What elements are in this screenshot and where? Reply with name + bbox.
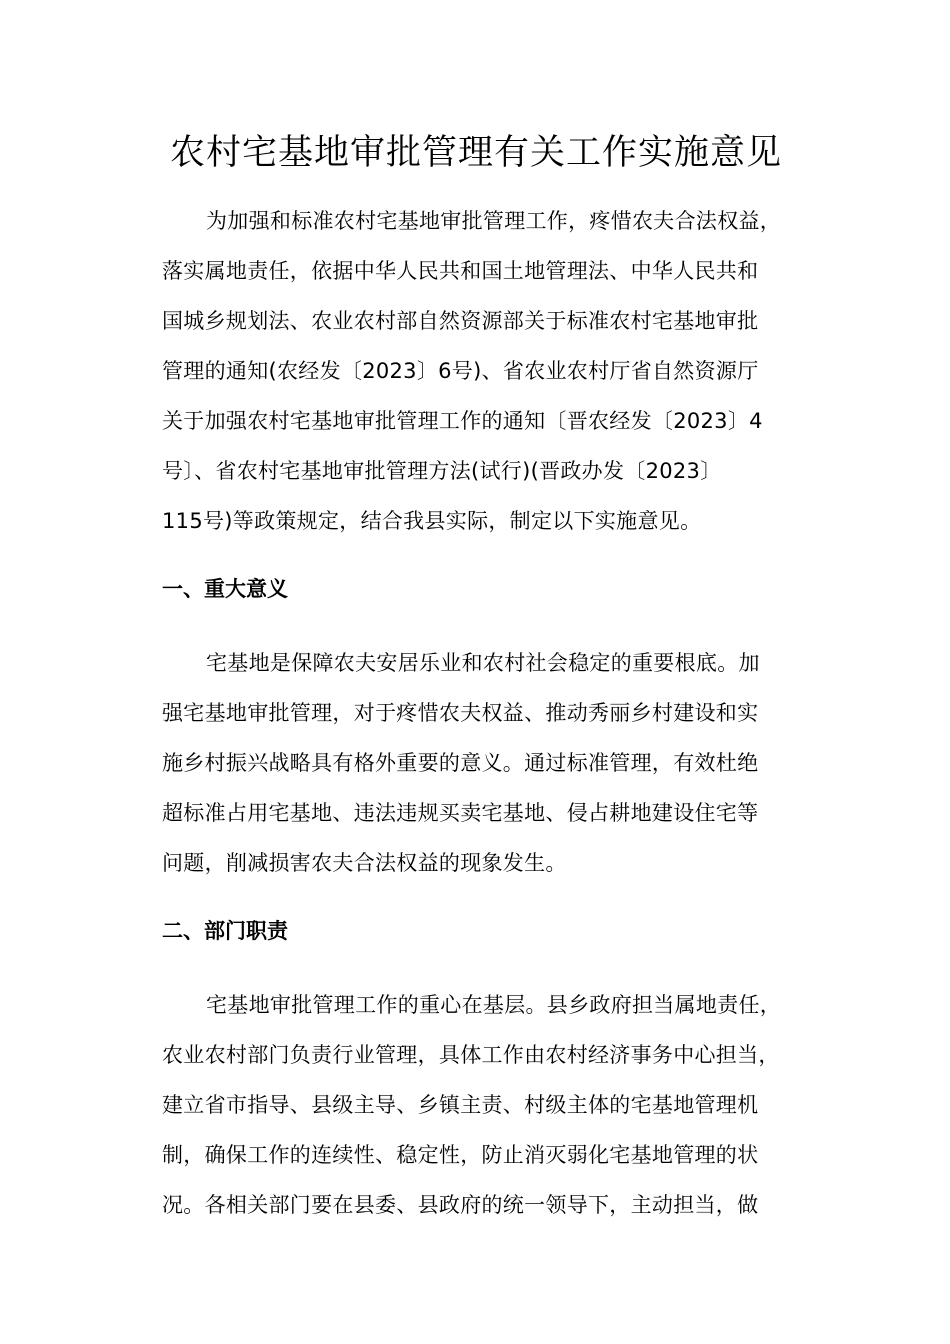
paragraph-line: 宅基地是保障农夫安居乐业和农村社会稳定的重要根底。加: [206, 651, 760, 675]
section-paragraph-significance: [162, 638, 800, 888]
paragraph-line: 国城乡规划法、农业农村部自然资源部关于标准农村宅基地审批: [162, 309, 759, 333]
paragraph-line: 况。各相关部门要在县委、县政府的统一领导下，主动担当，做: [162, 1193, 759, 1217]
intro-paragraph: [162, 196, 800, 546]
paragraph-line: 号〕、省农村宅基地审批管理方法(试行)(晋政办发〔2023〕: [162, 459, 722, 483]
paragraph-line: 施乡村振兴战略具有格外重要的意义。通过标准管理，有效杜绝: [162, 751, 759, 775]
section-heading-significance: 一、重大意义: [162, 577, 288, 601]
section-paragraph-responsibilities: [162, 980, 800, 1230]
paragraph-line: 强宅基地审批管理，对于疼惜农夫权益、推动秀丽乡村建设和实: [162, 701, 759, 725]
document-title: 农村宅基地审批管理有关工作实施意见: [169, 133, 782, 173]
paragraph-line: 宅基地审批管理工作的重心在基层。县乡政府担当属地责任，: [206, 993, 782, 1017]
paragraph-line: 建立省市指导、县级主导、乡镇主责、村级主体的宅基地管理机: [162, 1093, 759, 1117]
paragraph-line: 115号)等政策规定，结合我县实际，制定以下实施意见。: [162, 509, 702, 533]
paragraph-line: 管理的通知(农经发〔2023〕6号)、省农业农村厅省自然资源厅: [162, 359, 759, 383]
paragraph-line: 问题，削减损害农夫合法权益的现象发生。: [162, 851, 567, 875]
paragraph-line: 落实属地责任，依据中华人民共和国土地管理法、中华人民共和: [162, 259, 759, 283]
paragraph-line: 为加强和标准农村宅基地审批管理工作，疼惜农夫合法权益，: [206, 209, 782, 233]
paragraph-line: 农业农村部门负责行业管理，具体工作由农村经济事务中心担当，: [162, 1043, 780, 1067]
paragraph-line: 制，确保工作的连续性、稳定性，防止消灭弱化宅基地管理的状: [162, 1143, 759, 1167]
paragraph-line: 关于加强农村宅基地审批管理工作的通知〔晋农经发〔2023〕4: [162, 409, 763, 433]
paragraph-line: 超标准占用宅基地、违法违规买卖宅基地、侵占耕地建设住宅等: [162, 801, 759, 825]
section-heading-responsibilities: 二、部门职责: [162, 919, 288, 943]
